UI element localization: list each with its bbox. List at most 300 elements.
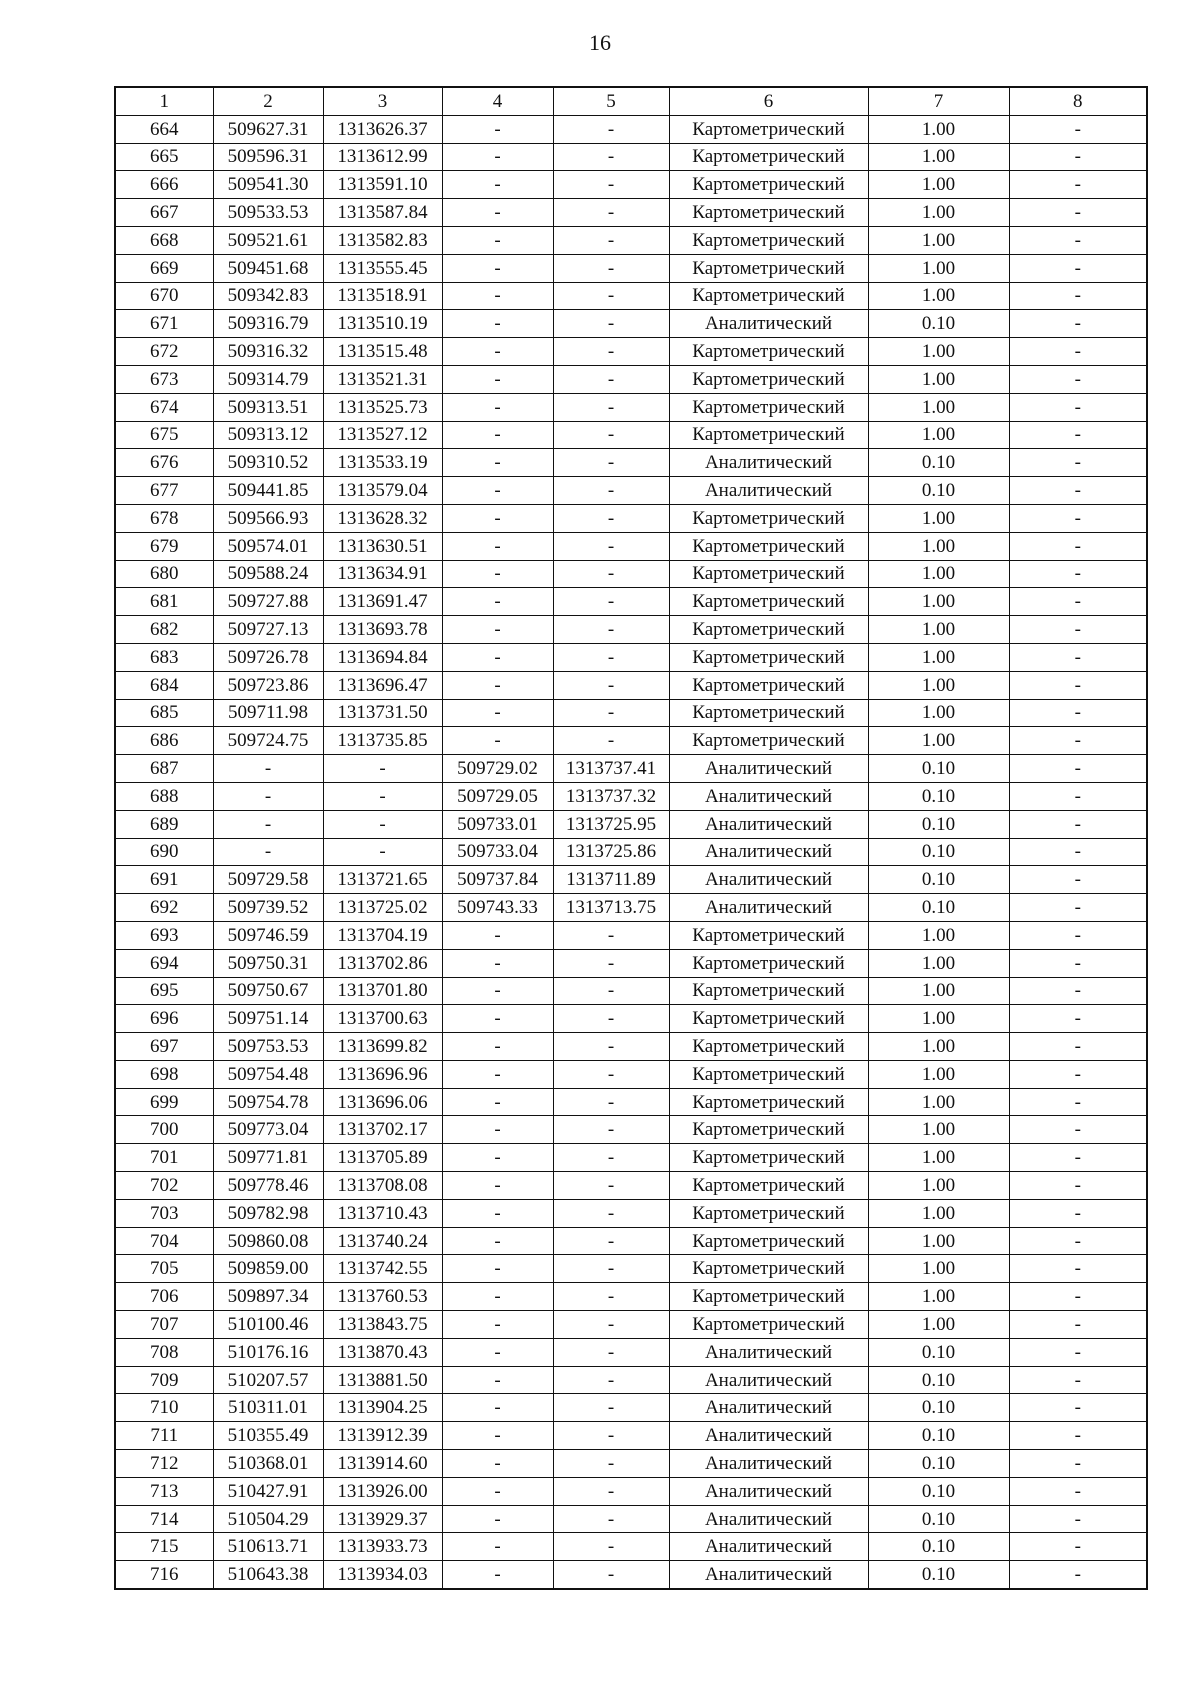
table-cell: 1.00 [868, 1199, 1009, 1227]
table-cell: 1313914.60 [323, 1450, 442, 1478]
table-cell: 1313628.32 [323, 504, 442, 532]
table-cell: 509316.32 [213, 338, 323, 366]
table-cell: - [553, 1255, 669, 1283]
table-cell: 0.10 [868, 1505, 1009, 1533]
table-cell: 672 [115, 338, 213, 366]
table-cell: 509627.31 [213, 115, 323, 143]
table-row [115, 643, 1147, 671]
table-cell: 1.00 [868, 532, 1009, 560]
table-cell: - [553, 1394, 669, 1422]
table-cell: 1313702.17 [323, 1116, 442, 1144]
table-cell: 1.00 [868, 1005, 1009, 1033]
table-cell: 509566.93 [213, 504, 323, 532]
table-cell: - [1009, 1311, 1147, 1339]
table-row [115, 1283, 1147, 1311]
table-cell: - [442, 1060, 553, 1088]
table-cell: 1313721.65 [323, 866, 442, 894]
table-cell: - [1009, 838, 1147, 866]
table-cell: Картометрический [669, 226, 868, 254]
table-cell: Аналитический [669, 1505, 868, 1533]
table-cell: 509521.61 [213, 226, 323, 254]
table-cell: - [553, 1477, 669, 1505]
table-cell: 1313555.45 [323, 254, 442, 282]
table-cell: - [323, 838, 442, 866]
table-cell: 705 [115, 1255, 213, 1283]
table-row [115, 1505, 1147, 1533]
table-cell: - [442, 949, 553, 977]
table-cell: - [1009, 1172, 1147, 1200]
table-cell: 1.00 [868, 1227, 1009, 1255]
table-cell: - [442, 1033, 553, 1061]
table-cell: Аналитический [669, 310, 868, 338]
table-cell: - [1009, 894, 1147, 922]
table-cell: 509859.00 [213, 1255, 323, 1283]
column-header: 7 [868, 87, 1009, 115]
table-cell: 665 [115, 143, 213, 171]
table-cell: - [1009, 1227, 1147, 1255]
table-cell: 1313725.86 [553, 838, 669, 866]
table-cell: - [553, 977, 669, 1005]
table-cell: 709 [115, 1366, 213, 1394]
table-cell: - [1009, 421, 1147, 449]
table-cell: - [1009, 310, 1147, 338]
table-cell: 1.00 [868, 421, 1009, 449]
table-cell: - [213, 838, 323, 866]
table-cell: 0.10 [868, 477, 1009, 505]
table-cell: 1313515.48 [323, 338, 442, 366]
table-cell: 509754.48 [213, 1060, 323, 1088]
table-cell: 1.00 [868, 115, 1009, 143]
table-cell: 1313533.19 [323, 449, 442, 477]
table-row [115, 143, 1147, 171]
table-cell: 699 [115, 1088, 213, 1116]
table-cell: Картометрический [669, 643, 868, 671]
table-cell: - [442, 1366, 553, 1394]
table-cell: 1313731.50 [323, 699, 442, 727]
table-cell: 0.10 [868, 755, 1009, 783]
table-cell: 1313740.24 [323, 1227, 442, 1255]
table-cell: 697 [115, 1033, 213, 1061]
table-row [115, 504, 1147, 532]
table-row [115, 1394, 1147, 1422]
table-cell: 1313702.86 [323, 949, 442, 977]
table-row [115, 1477, 1147, 1505]
table-cell: - [442, 1394, 553, 1422]
table-cell: 670 [115, 282, 213, 310]
table-cell: 1313737.41 [553, 755, 669, 783]
column-header: 8 [1009, 87, 1147, 115]
table-cell: - [442, 115, 553, 143]
table-cell: - [1009, 560, 1147, 588]
table-cell: 1.00 [868, 504, 1009, 532]
table-cell: 669 [115, 254, 213, 282]
table-cell: Картометрический [669, 671, 868, 699]
table-cell: - [442, 588, 553, 616]
table-cell: 706 [115, 1283, 213, 1311]
table-cell: 671 [115, 310, 213, 338]
table-row [115, 1255, 1147, 1283]
table-row [115, 477, 1147, 505]
table-cell: - [1009, 115, 1147, 143]
table-cell: 510355.49 [213, 1422, 323, 1450]
table-cell: 1.00 [868, 1255, 1009, 1283]
table-cell: Картометрический [669, 1116, 868, 1144]
table-cell: 0.10 [868, 310, 1009, 338]
table-cell: 510504.29 [213, 1505, 323, 1533]
table-cell: 1.00 [868, 1088, 1009, 1116]
table-cell: - [553, 1533, 669, 1561]
table-cell: 509724.75 [213, 727, 323, 755]
table-cell: 509727.13 [213, 616, 323, 644]
table-cell: - [442, 671, 553, 699]
table-cell: 509313.12 [213, 421, 323, 449]
table-cell: 0.10 [868, 866, 1009, 894]
table-cell: Картометрический [669, 588, 868, 616]
table-cell: Аналитический [669, 1338, 868, 1366]
table-cell: - [442, 393, 553, 421]
table-cell: - [1009, 171, 1147, 199]
table-cell: - [1009, 1144, 1147, 1172]
table-body [115, 115, 1147, 1589]
table-cell: - [442, 1533, 553, 1561]
table-cell: Картометрический [669, 532, 868, 560]
table-cell: 1313933.73 [323, 1533, 442, 1561]
table-cell: - [1009, 1283, 1147, 1311]
table-cell: 0.10 [868, 1477, 1009, 1505]
table-row [115, 338, 1147, 366]
table-cell: - [553, 1505, 669, 1533]
table-cell: - [442, 282, 553, 310]
table-cell: - [553, 1561, 669, 1589]
table-cell: Картометрический [669, 199, 868, 227]
table-row [115, 921, 1147, 949]
table-cell: 0.10 [868, 1338, 1009, 1366]
table-cell: - [442, 1283, 553, 1311]
table-cell: 509711.98 [213, 699, 323, 727]
table-row [115, 727, 1147, 755]
table-row [115, 1450, 1147, 1478]
table-cell: 510207.57 [213, 1366, 323, 1394]
table-row [115, 560, 1147, 588]
table-cell: - [1009, 254, 1147, 282]
table-cell: 1.00 [868, 338, 1009, 366]
table-cell: 1313696.47 [323, 671, 442, 699]
table-cell: 509860.08 [213, 1227, 323, 1255]
table-cell: - [1009, 1533, 1147, 1561]
table-cell: 509773.04 [213, 1116, 323, 1144]
table-cell: Аналитический [669, 1533, 868, 1561]
table-cell: 509451.68 [213, 254, 323, 282]
table-cell: 712 [115, 1450, 213, 1478]
table-cell: - [553, 1060, 669, 1088]
table-cell: 1.00 [868, 254, 1009, 282]
table-cell: 1.00 [868, 560, 1009, 588]
table-cell: 700 [115, 1116, 213, 1144]
table-cell: 1313735.85 [323, 727, 442, 755]
table-cell: - [442, 977, 553, 1005]
table-cell: 1313843.75 [323, 1311, 442, 1339]
table-cell: 1.00 [868, 1116, 1009, 1144]
table-cell: 1.00 [868, 365, 1009, 393]
table-cell: - [323, 755, 442, 783]
table-cell: 1313705.89 [323, 1144, 442, 1172]
table-cell: 1313510.19 [323, 310, 442, 338]
table-cell: Картометрический [669, 977, 868, 1005]
column-header: 1 [115, 87, 213, 115]
table-cell: Картометрический [669, 1088, 868, 1116]
table-cell: - [442, 254, 553, 282]
table-cell: Аналитический [669, 782, 868, 810]
table-cell: - [442, 1450, 553, 1478]
table-cell: 509729.58 [213, 866, 323, 894]
table-row [115, 1338, 1147, 1366]
table-cell: - [213, 755, 323, 783]
table-cell: - [1009, 1394, 1147, 1422]
table-row [115, 699, 1147, 727]
table-cell: 509314.79 [213, 365, 323, 393]
table-cell: 1.00 [868, 699, 1009, 727]
table-cell: - [553, 282, 669, 310]
table-cell: - [1009, 532, 1147, 560]
table-cell: Аналитический [669, 1422, 868, 1450]
table-row [115, 755, 1147, 783]
table-cell: Картометрический [669, 282, 868, 310]
table-cell: 691 [115, 866, 213, 894]
table-cell: 710 [115, 1394, 213, 1422]
table-cell: 683 [115, 643, 213, 671]
table-cell: - [553, 393, 669, 421]
table-cell: - [553, 449, 669, 477]
table-cell: - [442, 477, 553, 505]
table-cell: 1313881.50 [323, 1366, 442, 1394]
table-row [115, 1005, 1147, 1033]
table-cell: - [553, 477, 669, 505]
table-cell: - [553, 560, 669, 588]
table-cell: - [442, 1422, 553, 1450]
table-cell: 1.00 [868, 171, 1009, 199]
table-cell: - [323, 782, 442, 810]
table-cell: - [553, 532, 669, 560]
column-header: 4 [442, 87, 553, 115]
table-cell: 1313587.84 [323, 199, 442, 227]
table-cell: - [442, 1505, 553, 1533]
table-cell: Картометрический [669, 699, 868, 727]
table-cell: 509754.78 [213, 1088, 323, 1116]
table-cell: - [1009, 1005, 1147, 1033]
table-cell: 509750.31 [213, 949, 323, 977]
table-row [115, 226, 1147, 254]
table-cell: 1.00 [868, 1060, 1009, 1088]
table-cell: - [1009, 755, 1147, 783]
table-cell: 1313929.37 [323, 1505, 442, 1533]
table-cell: - [553, 643, 669, 671]
table-cell: 509727.88 [213, 588, 323, 616]
table-cell: 1313582.83 [323, 226, 442, 254]
table-cell: - [553, 949, 669, 977]
table-cell: 1313912.39 [323, 1422, 442, 1450]
table-cell: - [1009, 588, 1147, 616]
table-cell: 1.00 [868, 643, 1009, 671]
table-cell: 0.10 [868, 1394, 1009, 1422]
table-cell: - [1009, 282, 1147, 310]
table-cell: 1313518.91 [323, 282, 442, 310]
table-cell: - [442, 1561, 553, 1589]
table-cell: 707 [115, 1311, 213, 1339]
table-cell: 510100.46 [213, 1311, 323, 1339]
table-cell: 1313612.99 [323, 143, 442, 171]
table-cell: - [553, 671, 669, 699]
table-cell: Аналитический [669, 1366, 868, 1394]
table-cell: - [442, 643, 553, 671]
table-cell: - [553, 199, 669, 227]
table-cell: 1313700.63 [323, 1005, 442, 1033]
table-cell: 1.00 [868, 977, 1009, 1005]
table-row [115, 1033, 1147, 1061]
table-cell: - [553, 1338, 669, 1366]
table-cell: 1313704.19 [323, 921, 442, 949]
table-cell: 693 [115, 921, 213, 949]
table-cell: 509310.52 [213, 449, 323, 477]
table-cell: Аналитический [669, 1394, 868, 1422]
column-header: 6 [669, 87, 868, 115]
table-cell: 0.10 [868, 1533, 1009, 1561]
table-cell: 509342.83 [213, 282, 323, 310]
table-cell: - [1009, 1366, 1147, 1394]
table-cell: 0.10 [868, 1422, 1009, 1450]
table-row [115, 977, 1147, 1005]
table-cell: 1313634.91 [323, 560, 442, 588]
table-cell: 509533.53 [213, 199, 323, 227]
table-cell: Картометрический [669, 365, 868, 393]
table-cell: 509313.51 [213, 393, 323, 421]
table-row [115, 866, 1147, 894]
table-cell: 713 [115, 1477, 213, 1505]
table-cell: - [442, 1227, 553, 1255]
table-cell: - [1009, 616, 1147, 644]
table-cell: 509737.84 [442, 866, 553, 894]
table-cell: Картометрический [669, 1311, 868, 1339]
table-cell: 0.10 [868, 810, 1009, 838]
table-cell: - [1009, 949, 1147, 977]
table-cell: 509596.31 [213, 143, 323, 171]
table-cell: - [213, 782, 323, 810]
table-cell: - [1009, 1477, 1147, 1505]
table-cell: 1.00 [868, 226, 1009, 254]
table-cell: 510311.01 [213, 1394, 323, 1422]
table-cell: 678 [115, 504, 213, 532]
table-cell: - [553, 1199, 669, 1227]
table-cell: 509316.79 [213, 310, 323, 338]
table-cell: 698 [115, 1060, 213, 1088]
table-cell: - [1009, 504, 1147, 532]
table-row [115, 115, 1147, 143]
table-cell: Картометрический [669, 1255, 868, 1283]
table-cell: 1313760.53 [323, 1283, 442, 1311]
table-cell: 1.00 [868, 282, 1009, 310]
table-cell: 1313699.82 [323, 1033, 442, 1061]
table-cell: 668 [115, 226, 213, 254]
table-cell: Картометрический [669, 1144, 868, 1172]
table-row [115, 1561, 1147, 1589]
table-cell: - [442, 1144, 553, 1172]
table-cell: Картометрический [669, 949, 868, 977]
table-cell: - [553, 921, 669, 949]
table-cell: 1.00 [868, 1033, 1009, 1061]
table-cell: Картометрический [669, 1172, 868, 1200]
table-cell: 684 [115, 671, 213, 699]
table-cell: Картометрический [669, 143, 868, 171]
table-cell: Аналитический [669, 755, 868, 783]
table-cell: - [553, 1144, 669, 1172]
column-header: 3 [323, 87, 442, 115]
table-cell: 1.00 [868, 199, 1009, 227]
table-cell: Аналитический [669, 810, 868, 838]
table-cell: - [553, 1172, 669, 1200]
table-cell: - [553, 1283, 669, 1311]
table-cell: 1313626.37 [323, 115, 442, 143]
table-row [115, 171, 1147, 199]
table-cell: 1313525.73 [323, 393, 442, 421]
table-cell: 1313579.04 [323, 477, 442, 505]
table-cell: Картометрический [669, 616, 868, 644]
table-cell: 510176.16 [213, 1338, 323, 1366]
table-cell: 681 [115, 588, 213, 616]
table-cell: 676 [115, 449, 213, 477]
table-cell: 1313591.10 [323, 171, 442, 199]
table-cell: - [1009, 727, 1147, 755]
table-cell: - [442, 449, 553, 477]
table-header-row [115, 87, 1147, 115]
table-cell: 667 [115, 199, 213, 227]
table-cell: 682 [115, 616, 213, 644]
table-cell: - [1009, 1561, 1147, 1589]
table-cell: 509782.98 [213, 1199, 323, 1227]
table-cell: 674 [115, 393, 213, 421]
table-row [115, 1060, 1147, 1088]
table-cell: Аналитический [669, 838, 868, 866]
table-cell: Картометрический [669, 338, 868, 366]
table-cell: 666 [115, 171, 213, 199]
table-cell: - [553, 310, 669, 338]
table-cell: 692 [115, 894, 213, 922]
table-cell: - [442, 1338, 553, 1366]
table-cell: 1313701.80 [323, 977, 442, 1005]
table-cell: - [1009, 699, 1147, 727]
table-cell: 1313708.08 [323, 1172, 442, 1200]
table-cell: - [323, 810, 442, 838]
table-row [115, 1311, 1147, 1339]
table-cell: - [442, 1477, 553, 1505]
table-row [115, 449, 1147, 477]
table-cell: 679 [115, 532, 213, 560]
table-cell: 509753.53 [213, 1033, 323, 1061]
table-cell: 711 [115, 1422, 213, 1450]
table-cell: - [1009, 365, 1147, 393]
table-cell: 509574.01 [213, 532, 323, 560]
table-cell: 716 [115, 1561, 213, 1589]
table-row [115, 1422, 1147, 1450]
table-cell: 714 [115, 1505, 213, 1533]
table-cell: - [553, 254, 669, 282]
table-cell: 1313870.43 [323, 1338, 442, 1366]
table-cell: - [1009, 338, 1147, 366]
table-cell: - [1009, 393, 1147, 421]
table-cell: - [442, 171, 553, 199]
table-cell: 1313737.32 [553, 782, 669, 810]
table-cell: 1313693.78 [323, 616, 442, 644]
table-cell: Картометрический [669, 504, 868, 532]
table-row [115, 671, 1147, 699]
